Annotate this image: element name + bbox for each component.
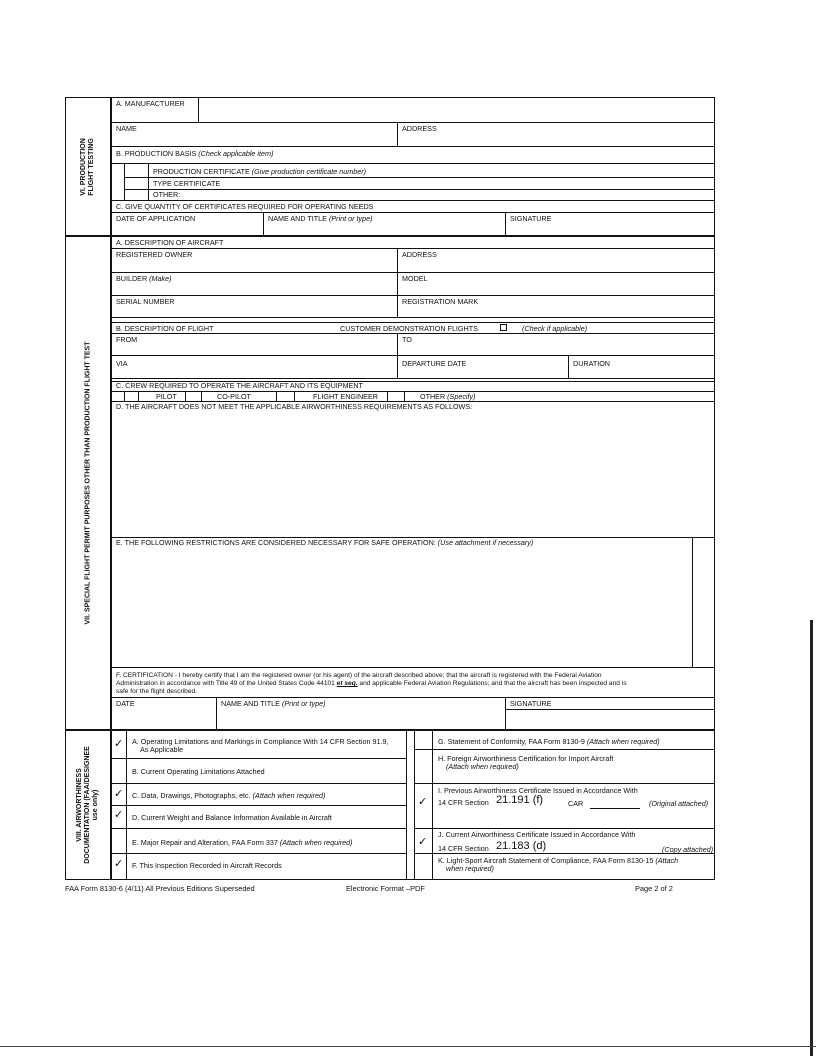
restrictions-label: E. THE FOLLOWING RESTRICTIONS ARE CONSIDERED NECESSARY FOR SAFE OPERATION: (Use attachment if necessary) — [116, 538, 534, 547]
builder-field[interactable]: BUILDER (Make) — [116, 274, 172, 283]
description-flight-label: B. DESCRIPTION OF FLIGHT — [116, 324, 214, 333]
manufacturer-name-field[interactable]: NAME — [116, 124, 137, 133]
item-i-note: (Original attached) — [649, 799, 709, 808]
item-g: G. Statement of Conformity, FAA Form 8130-9 (Attach when required) — [438, 737, 660, 746]
serial-number-field[interactable]: SERIAL NUMBER — [116, 297, 175, 306]
item-j-section-value[interactable]: 21.183 (d) — [496, 840, 547, 852]
item-h-line-1: H. Foreign Airworthiness Certification for Import Aircraft — [438, 754, 614, 763]
scan-bottom-line — [0, 1046, 816, 1047]
cert-date-field[interactable]: DATE — [116, 699, 135, 708]
page-number: Page 2 of 2 — [635, 884, 673, 893]
certification-line-2: Administration in accordance with Title 49 of the United States Code 44101 et seq. and applicable Federal Aviation Regulations; and that the aircraft has been inspected and is — [116, 680, 627, 687]
other-crew-option[interactable]: OTHER (Specify) — [420, 392, 476, 401]
item-j-line-2: 14 CFR Section — [438, 844, 489, 853]
item-i-section-value[interactable]: 21.191 (f) — [496, 794, 544, 806]
signature-field[interactable]: SIGNATURE — [510, 214, 552, 223]
check-c[interactable]: ✓ — [114, 788, 124, 800]
item-k-line-2: when required) — [446, 864, 494, 873]
check-i[interactable]: ✓ — [418, 796, 428, 808]
item-i-car: CAR — [568, 799, 584, 808]
item-a-line-2: As Applicable — [140, 745, 184, 754]
item-j-line-1: J. Current Airworthiness Certificate Issued in Accordance With — [438, 830, 636, 839]
cert-name-title-field[interactable]: NAME AND TITLE (Print or type) — [221, 699, 326, 708]
item-e: E. Major Repair and Alteration, FAA Form 337 (Attach when required) — [132, 838, 353, 847]
check-d[interactable]: ✓ — [114, 809, 124, 821]
item-d: D. Current Weight and Balance Information Available in Aircraft — [132, 813, 332, 822]
check-if-applicable-note: (Check if applicable) — [522, 324, 588, 333]
section-vii-side-title — [65, 236, 111, 730]
scan-edge-mark — [810, 620, 813, 1056]
cert-signature-field[interactable]: SIGNATURE — [510, 699, 552, 708]
item-i-line-2: 14 CFR Section — [438, 798, 489, 807]
form-number: FAA Form 8130-6 (4/11) All Previous Editions Superseded — [65, 884, 255, 893]
item-i-line-1: I. Previous Airworthiness Certificate Issued in Accordance With — [438, 786, 638, 795]
registration-mark-field[interactable]: REGISTRATION MARK — [402, 297, 479, 306]
name-title-field[interactable]: NAME AND TITLE (Print or type) — [268, 214, 373, 223]
manufacturer-label: A. MANUFACTURER — [116, 99, 185, 108]
section-vi-title-text: VI. PRODUCTION FLIGHT TESTING — [80, 137, 95, 196]
electronic-format: Electronic Format –PDF — [346, 884, 425, 893]
copilot-option[interactable]: CO-PILOT — [217, 392, 251, 401]
date-of-application-field[interactable]: DATE OF APPLICATION — [116, 214, 196, 223]
check-f[interactable]: ✓ — [114, 858, 124, 870]
registered-owner-field[interactable]: REGISTERED OWNER — [116, 250, 193, 259]
item-c: C. Data, Drawings, Photographs, etc. (Attach when required) — [132, 791, 326, 800]
section-vii-title-text: VII. SPECIAL FLIGHT PERMIT PURPOSES OTHER THAN PRODUCTION FLIGHT TEST — [84, 341, 91, 625]
model-field[interactable]: MODEL — [402, 274, 428, 283]
production-certificate-option[interactable]: PRODUCTION CERTIFICATE (Give production certificate number) — [153, 167, 367, 176]
customer-demo-checkbox[interactable] — [500, 324, 507, 331]
check-a[interactable]: ✓ — [114, 738, 124, 750]
other-option[interactable]: OTHER: — [153, 190, 181, 199]
airworthiness-requirements-label: D. THE AIRCRAFT DOES NOT MEET THE APPLICABLE AIRWORTHINESS REQUIREMENTS AS FOLLOWS: — [116, 402, 473, 411]
departure-date-field[interactable]: DEPARTURE DATE — [402, 359, 467, 368]
section-vi-side-title — [65, 97, 111, 236]
item-k-line-1: K. Light-Sport Aircraft Statement of Compliance, FAA Form 8130-15 (Attach — [438, 856, 679, 865]
item-b: B. Current Operating Limitations Attached — [132, 767, 265, 776]
flight-engineer-option[interactable]: FLIGHT ENGINEER — [313, 392, 378, 401]
check-j[interactable]: ✓ — [418, 836, 428, 848]
customer-demo-label: CUSTOMER DEMONSTRATION FLIGHTS — [340, 324, 478, 333]
duration-field[interactable]: DURATION — [573, 359, 610, 368]
description-aircraft-label: A. DESCRIPTION OF AIRCRAFT — [116, 238, 224, 247]
type-certificate-option[interactable]: TYPE CERTIFICATE — [153, 179, 221, 188]
section-vii-form — [111, 236, 715, 730]
pilot-option[interactable]: PILOT — [156, 392, 177, 401]
from-field[interactable]: FROM — [116, 335, 138, 344]
item-a-line-1: A. Operating Limitations and Markings in Compliance With 14 CFR Section 91.9, — [132, 737, 389, 746]
crew-required-label: C. CREW REQUIRED TO OPERATE THE AIRCRAFT AND ITS EQUIPMENT — [116, 381, 363, 390]
via-field[interactable]: VIA — [116, 359, 128, 368]
section-viii-side-title: VIII. AIRWORTHINESS DOCUMENTATION (FAA/DESIGNEE use only) — [65, 730, 111, 880]
production-basis-label: B. PRODUCTION BASIS (Check applicable item) — [116, 149, 274, 158]
certification-line-3: safe for the flight described. — [116, 688, 198, 695]
quantity-certificates-label: C. GIVE QUANTITY OF CERTIFICATES REQUIRED FOR OPERATING NEEDS — [116, 202, 374, 211]
item-j-note: (Copy attached) — [662, 845, 714, 854]
manufacturer-address-field[interactable]: ADDRESS — [402, 124, 437, 133]
item-h-line-2: (Attach when required) — [446, 762, 519, 771]
item-f: F. This Inspection Recorded in Aircraft Records — [132, 861, 282, 870]
owner-address-field[interactable]: ADDRESS — [402, 250, 437, 259]
certification-line-1: F. CERTIFICATION - I hereby certify that I am the registered owner (or his agent) of the aircraft described above; that the aircraft is registered with the Federal Aviation — [116, 672, 602, 679]
to-field[interactable]: TO — [402, 335, 412, 344]
